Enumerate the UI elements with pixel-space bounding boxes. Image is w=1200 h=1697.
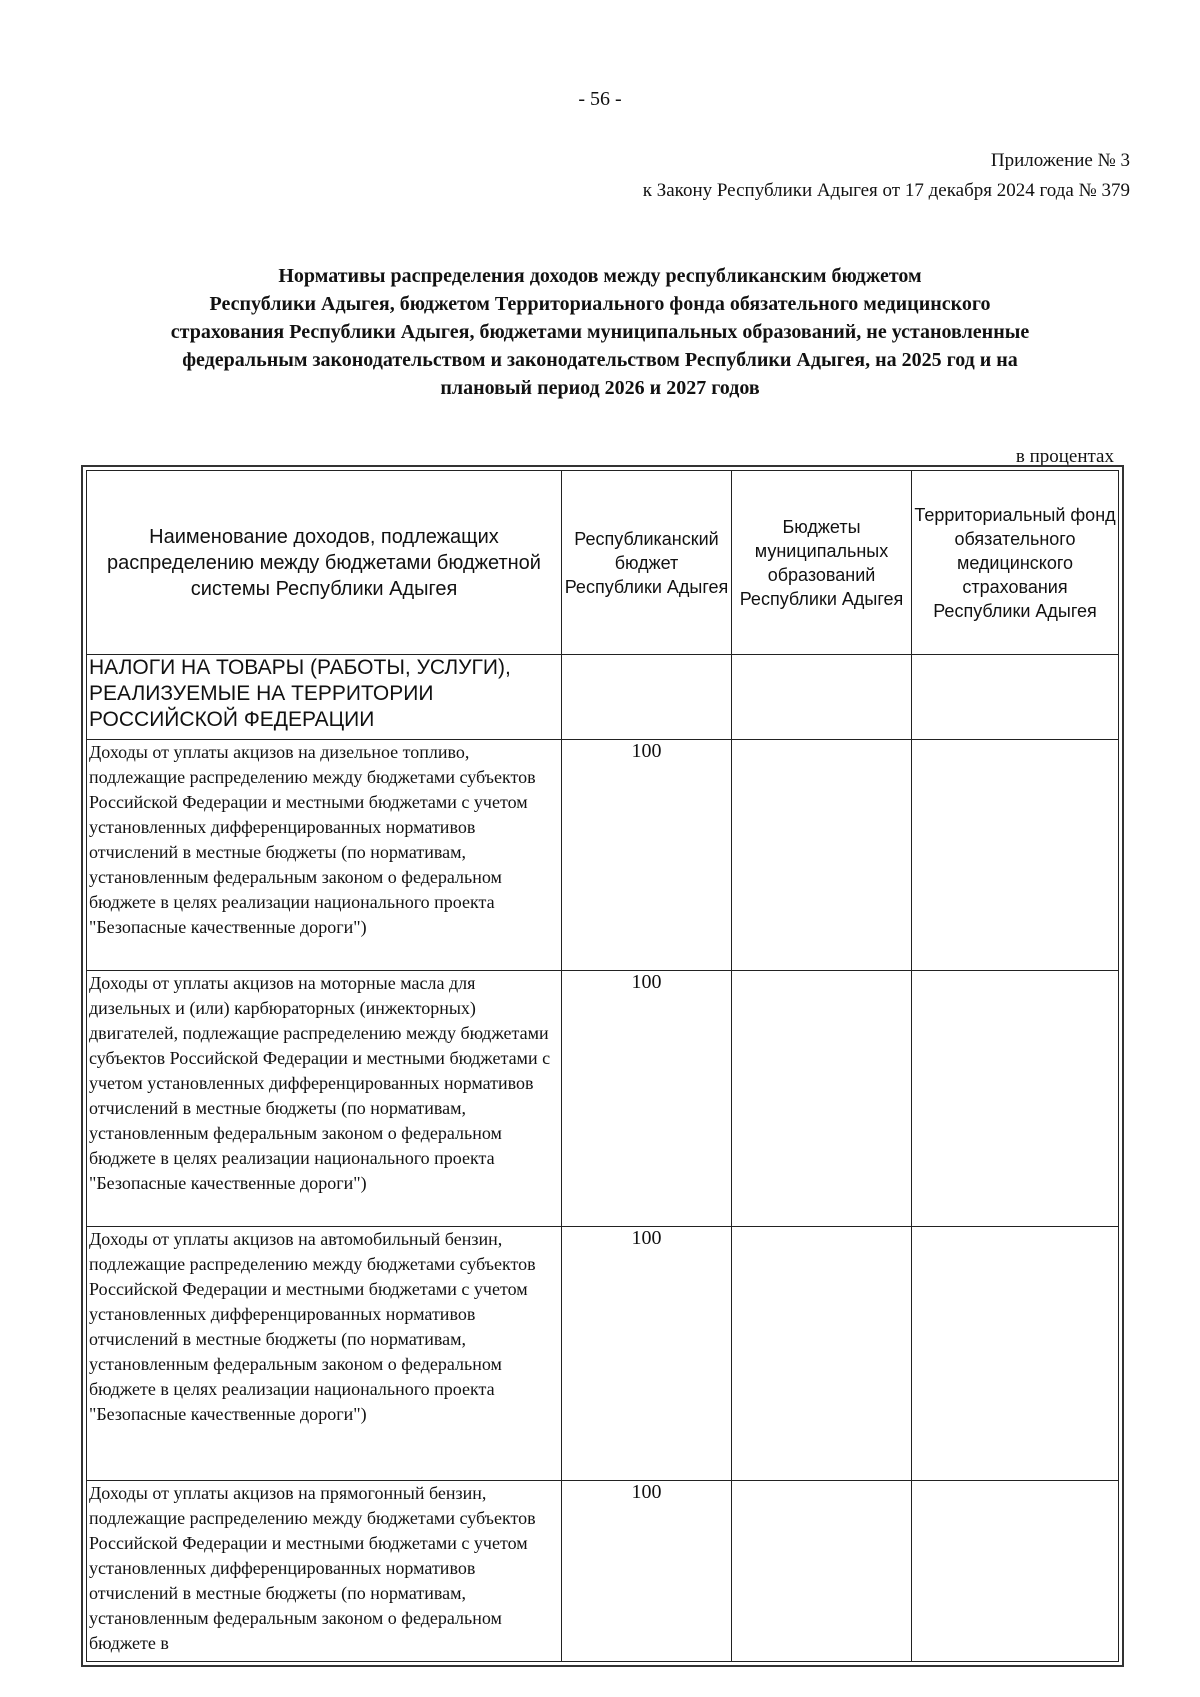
section-cell-municipal bbox=[732, 655, 912, 740]
header-municipal-budgets: Бюджеты муниципальных образований Республики Адыгея bbox=[732, 471, 912, 655]
title-line-5: плановый период 2026 и 2027 годов bbox=[440, 377, 760, 399]
appendix-line-2: к Закону Республики Адыгея от 17 декабря 2024 года № 379 bbox=[642, 180, 1130, 201]
table-row bbox=[87, 1227, 1119, 1481]
units-label: в процентах bbox=[1015, 446, 1114, 467]
row-republic-value: 100 bbox=[562, 740, 732, 971]
table-header-row bbox=[87, 471, 1119, 655]
table-row bbox=[87, 1481, 1119, 1662]
section-title: НАЛОГИ НА ТОВАРЫ (РАБОТЫ, УСЛУГИ), РЕАЛИЗУЕМЫЕ НА ТЕРРИТОРИИ РОССИЙСКОЙ ФЕДЕРАЦИИ bbox=[87, 655, 562, 740]
row-municipal-value bbox=[732, 1227, 912, 1481]
title-line-3: страхования Республики Адыгея, бюджетами муниципальных образований, не установленные bbox=[170, 321, 1030, 343]
row-income-name: Доходы от уплаты акцизов на прямогонный бензин, подлежащие распределению между бюджетами субъектов Российской Федерации и местными бюджетами с учетом установленных дифференцированных нормативов отчислений в местные бюджеты (по нормативам, установленным федеральным законом о федеральном бюджете в bbox=[87, 1481, 562, 1662]
section-row bbox=[87, 655, 1119, 740]
row-fund-value bbox=[912, 971, 1119, 1227]
row-income-name: Доходы от уплаты акцизов на автомобильный бензин, подлежащие распределению между бюджетами субъектов Российской Федерации и местными бюджетами с учетом установленных дифференцированных нормативов отчислений в местные бюджеты (по нормативам, установленным федеральным законом о федеральном бюджете в целях реализации национального проекта "Безопасные качественные дороги") bbox=[87, 1227, 562, 1481]
row-republic-value: 100 bbox=[562, 1481, 732, 1662]
header-income-name: Наименование доходов, подлежащих распределению между бюджетами бюджетной системы Республики Адыгея bbox=[87, 471, 562, 655]
title-line-2: Республики Адыгея, бюджетом Территориального фонда обязательного медицинского bbox=[209, 293, 991, 315]
header-republic-budget: Республиканский бюджет Республики Адыгея bbox=[562, 471, 732, 655]
appendix-reference bbox=[643, 146, 1130, 206]
title-line-4: федеральным законодательством и законодательством Республики Адыгея, на 2025 год и на bbox=[182, 349, 1018, 371]
document-title bbox=[60, 262, 1140, 402]
row-municipal-value bbox=[732, 971, 912, 1227]
row-republic-value: 100 bbox=[562, 1227, 732, 1481]
table-row bbox=[87, 740, 1119, 971]
row-fund-value bbox=[912, 740, 1119, 971]
row-income-name: Доходы от уплаты акцизов на моторные масла для дизельных и (или) карбюраторных (инжекторных) двигателей, подлежащие распределению между бюджетами субъектов Российской Федерации и местными бюджетами с учетом установленных дифференцированных нормативов отчислений в местные бюджеты (по нормативам, установленным федеральным законом о федеральном бюджете в целях реализации национального проекта "Безопасные качественные дороги") bbox=[87, 971, 562, 1227]
row-fund-value bbox=[912, 1227, 1119, 1481]
appendix-line-1: Приложение № 3 bbox=[990, 150, 1130, 171]
row-municipal-value bbox=[732, 1481, 912, 1662]
table-row bbox=[87, 971, 1119, 1227]
page-number: - 56 - bbox=[578, 88, 622, 110]
section-cell-fund bbox=[912, 655, 1119, 740]
row-municipal-value bbox=[732, 740, 912, 971]
row-republic-value: 100 bbox=[562, 971, 732, 1227]
row-fund-value bbox=[912, 1481, 1119, 1662]
header-medical-fund: Территориальный фонд обязательного медицинского страхования Республики Адыгея bbox=[912, 471, 1119, 655]
section-cell-republic bbox=[562, 655, 732, 740]
title-line-1: Нормативы распределения доходов между республиканским бюджетом bbox=[278, 265, 922, 287]
distribution-table bbox=[86, 470, 1119, 1662]
row-income-name: Доходы от уплаты акцизов на дизельное топливо, подлежащие распределению между бюджетами субъектов Российской Федерации и местными бюджетами с учетом установленных дифференцированных нормативов отчислений в местные бюджеты (по нормативам, установленным федеральным законом о федеральном бюджете в целях реализации национального проекта "Безопасные качественные дороги") bbox=[87, 740, 562, 971]
